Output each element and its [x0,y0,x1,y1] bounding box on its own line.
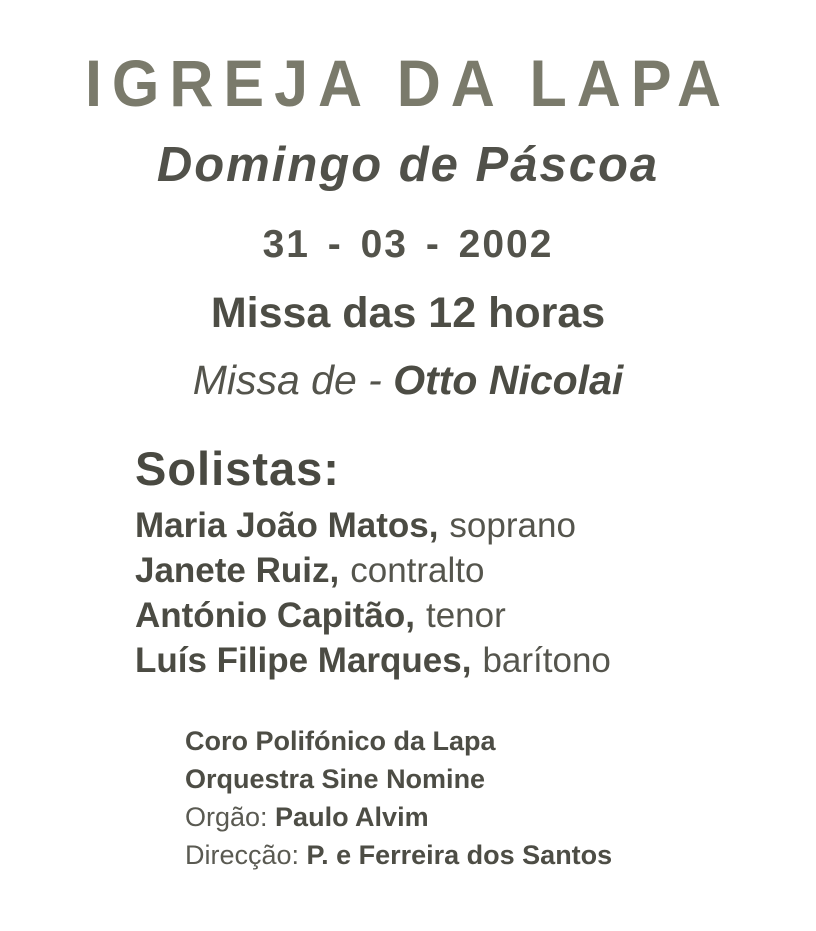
soloist-voice: soprano [449,506,576,545]
ensemble-line [185,760,612,798]
soloist-name: Maria João Matos, [135,506,439,545]
soloist-voice: tenor [425,596,506,635]
soloist-row [135,548,611,593]
mass-work-composer: Otto Nicolai [393,357,624,403]
ensemble-name: Coro Polifónico da Lapa [185,726,496,756]
soloists-heading: Solistas: [135,442,340,495]
event-date: 31 - 03 - 2002 [262,223,554,266]
soloist-row [135,503,611,548]
ensemble-line [185,836,612,874]
soloist-name: Janete Ruiz, [135,551,340,590]
soloist-row [135,593,611,638]
soloists-list [135,503,611,683]
ensemble-label: Orgão: [185,802,276,832]
event-subtitle: Domingo de Páscoa [156,138,660,192]
soloist-voice: contralto [350,551,485,590]
mass-work [0,357,816,403]
mass-work-prefix: Missa de - [192,357,394,403]
mass-time: Missa das 12 horas [210,289,606,337]
ensemble-label: Direcção: [185,840,307,870]
church-title: IGREJA DA LAPA [84,46,732,121]
soloist-row [135,638,611,683]
ensemble-name: Paulo Alvim [275,802,429,832]
ensemble-line [185,722,612,760]
ensembles-list [185,722,612,874]
soloist-voice: barítono [482,641,611,680]
ensemble-line [185,798,612,836]
soloist-name: Luís Filipe Marques, [135,641,472,680]
soloist-name: António Capitão, [135,596,415,635]
ensemble-name: P. e Ferreira dos Santos [306,840,613,870]
ensemble-name: Orquestra Sine Nomine [185,764,486,794]
